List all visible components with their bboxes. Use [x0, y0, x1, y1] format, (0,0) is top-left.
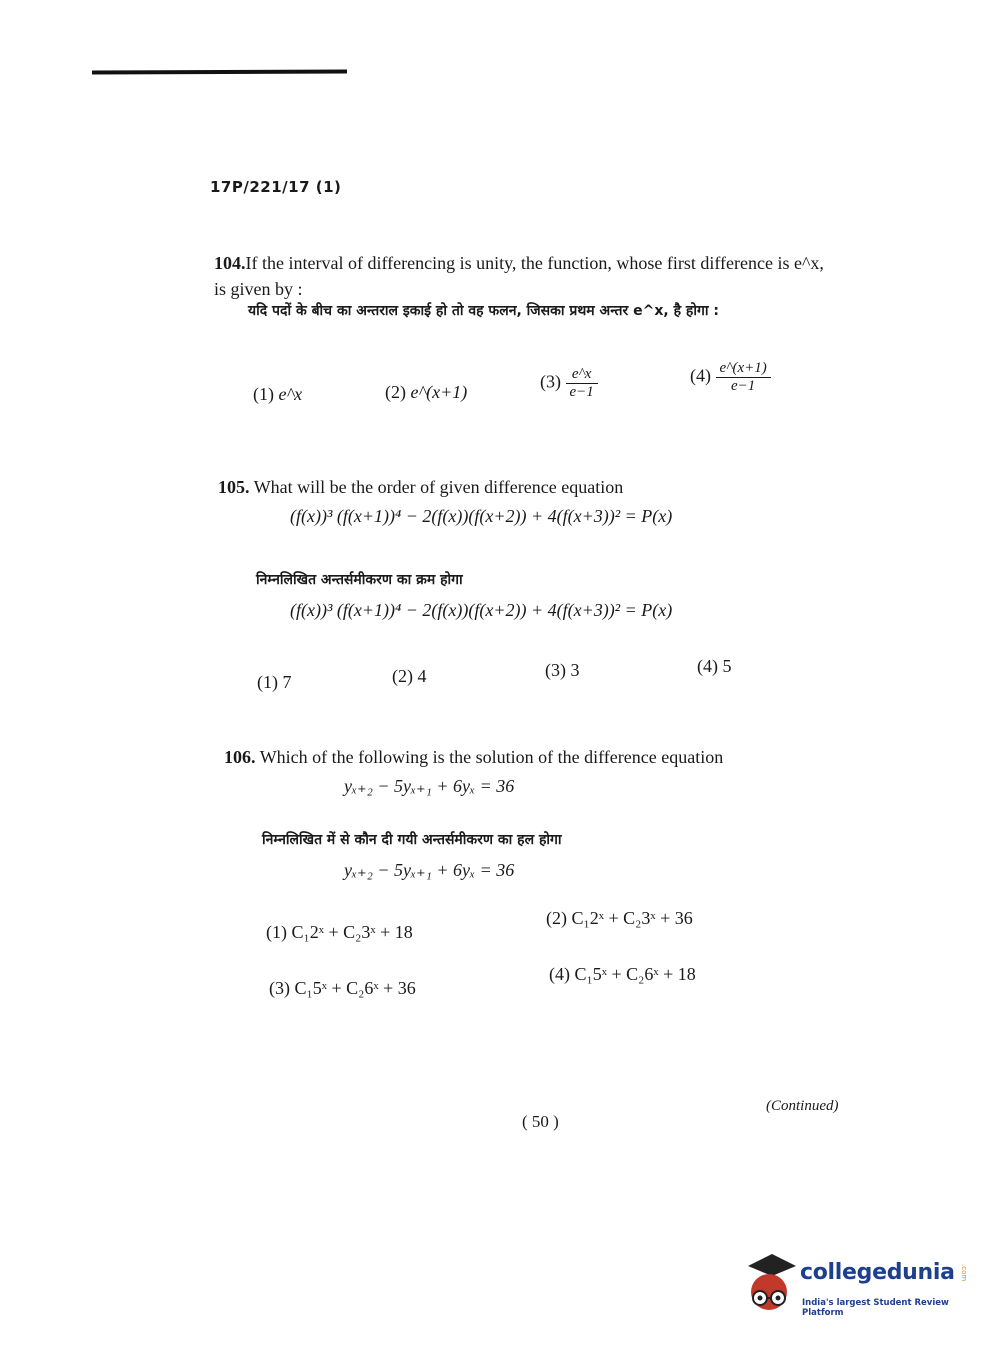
option-value: C₁2ˣ + C₂3ˣ + 18 [291, 922, 413, 942]
q106-equation-hi: yₓ₊₂ − 5yₓ₊₁ + 6yₓ = 36 [344, 860, 515, 880]
numerator: e^x [566, 366, 598, 384]
denominator: e−1 [569, 384, 594, 400]
option-label: (2) [392, 666, 413, 686]
q106-option-2 [546, 908, 693, 929]
q105-option-3 [545, 660, 580, 681]
option-value: C₁5ˣ + C₂6ˣ + 18 [574, 964, 696, 984]
brand-tagline: India's largest Student Review Platform [802, 1298, 949, 1318]
q106-option-4 [549, 964, 696, 985]
option-value: C₁5ˣ + C₂6ˣ + 36 [294, 978, 416, 998]
option-label: (2) [385, 382, 406, 402]
option-label: (4) [690, 365, 711, 386]
question-106-hindi: निम्नलिखित में से कौन दी गयी अन्तर्समीकरण का हल होगा [262, 832, 562, 848]
option-label: (3) [545, 660, 566, 680]
question-105 [218, 474, 623, 500]
q104-option-1 [253, 384, 302, 405]
q104-option-2 [385, 382, 467, 403]
option-value: e^x [278, 384, 303, 404]
collegedunia-watermark[interactable] [742, 1252, 972, 1322]
option-value: 4 [417, 666, 427, 686]
question-text-en: Which of the following is the solution of the difference equation [259, 747, 724, 767]
q105-option-2 [392, 666, 427, 687]
brand-suffix: .com [960, 1264, 968, 1282]
question-104-hindi: यदि पदों के बीच का अन्तराल इकाई हो तो वह फलन, जिसका प्रथम अन्तर e^x, है होगा : [248, 303, 719, 319]
question-106 [224, 744, 723, 770]
q106-equation-en: yₓ₊₂ − 5yₓ₊₁ + 6yₓ = 36 [344, 776, 515, 796]
option-value: e^(x+1) [410, 382, 468, 402]
question-text-en: If the interval of differencing is unity, the function, whose first difference is e^x, is given by : [214, 253, 824, 300]
option-label: (1) [253, 384, 274, 404]
question-104 [214, 250, 824, 302]
numerator: e^(x+1) [716, 360, 771, 378]
option-value: 3 [570, 660, 580, 680]
brand-name: collegedunia [800, 1260, 955, 1285]
question-number: 106. [224, 747, 256, 767]
option-label: (4) [549, 964, 570, 984]
question-text-en: What will be the order of given difference equation [253, 477, 624, 497]
fraction [566, 366, 598, 401]
q106-option-3 [269, 978, 416, 999]
option-label: (1) [266, 922, 287, 942]
option-label: (3) [540, 371, 561, 392]
q105-equation-hi: (f(x))³ (f(x+1))⁴ − 2(f(x))(f(x+2)) + 4(f(x+3))² = P(x) [290, 600, 673, 620]
option-value: 5 [722, 656, 732, 676]
q104-option-4 [690, 360, 771, 395]
option-label: (4) [697, 656, 718, 676]
question-number: 104. [214, 253, 246, 273]
option-value: 7 [282, 672, 292, 692]
top-rule [92, 70, 347, 75]
mascot-icon [742, 1252, 800, 1316]
page-number: ( 50 ) [522, 1112, 559, 1131]
q105-option-4 [697, 656, 732, 677]
question-105-hindi: निम्नलिखित अन्तर्समीकरण का क्रम होगा [256, 572, 463, 588]
option-label: (3) [269, 978, 290, 998]
q105-equation-en: (f(x))³ (f(x+1))⁴ − 2(f(x))(f(x+2)) + 4(f(x+3))² = P(x) [290, 506, 673, 526]
denominator: e−1 [730, 378, 756, 394]
paper-code: 17P/221/17 (1) [210, 178, 342, 196]
question-number: 105. [218, 477, 250, 497]
continued-label: (Continued) [766, 1098, 839, 1114]
option-label: (1) [257, 672, 278, 692]
q105-option-1 [257, 672, 292, 693]
q106-option-1 [266, 922, 413, 943]
fraction [716, 360, 771, 395]
option-value: C₁2ˣ + C₂3ˣ + 36 [571, 908, 693, 928]
q104-option-3 [540, 366, 598, 401]
option-label: (2) [546, 908, 567, 928]
